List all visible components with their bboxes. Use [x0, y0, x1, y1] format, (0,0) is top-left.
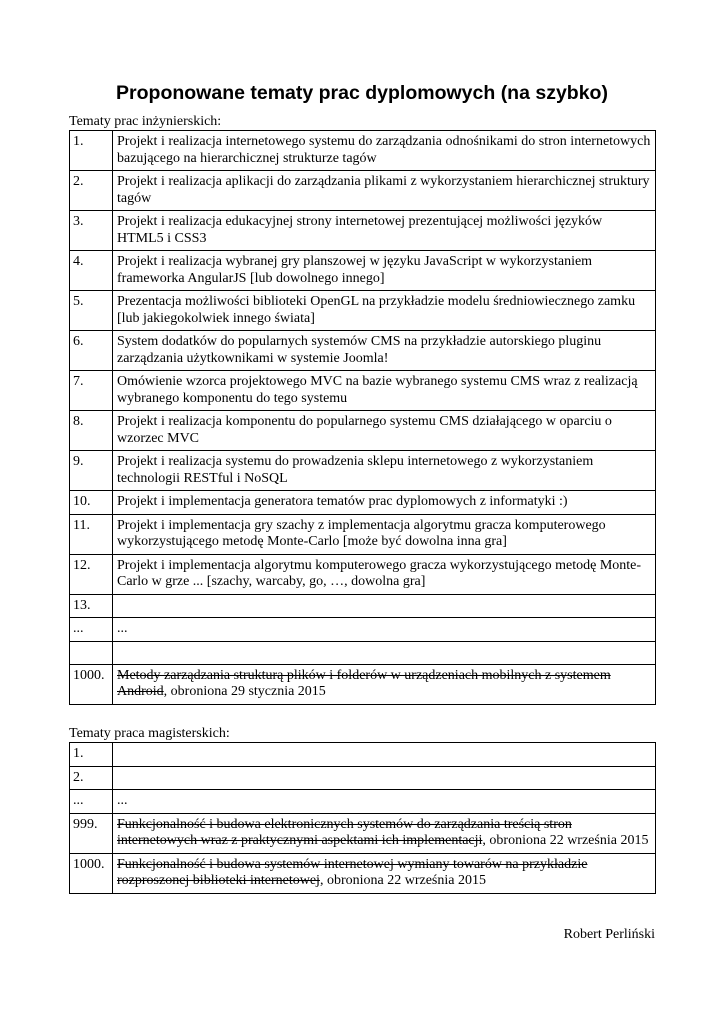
topic-title — [113, 853, 656, 893]
topic-title — [113, 641, 656, 664]
table-row — [70, 743, 656, 767]
topic-number: 4. — [70, 251, 113, 291]
topic-title: Projekt i realizacja wybranej gry planszowej w języku JavaScript w wykorzystaniem frameworka AngularJS [lub dowolnego innego] — [113, 251, 656, 291]
table-row — [70, 594, 656, 618]
table-row-defended — [70, 853, 656, 893]
topic-number: 999. — [70, 813, 113, 853]
topic-number: 9. — [70, 451, 113, 491]
table-row — [70, 618, 656, 642]
topic-title — [113, 594, 656, 618]
topic-title: Projekt i realizacja internetowego systemu do zarządzania odnośnikami do stron internetowych bazującego na hierarchicznej strukturze tagów — [113, 131, 656, 171]
defended-topic-title: Metody zarządzania strukturą plików i folderów w urządzeniach mobilnych z systemem Android — [117, 667, 611, 699]
topic-number: 1. — [70, 131, 113, 171]
topic-number: ... — [70, 790, 113, 814]
topic-title: Projekt i realizacja systemu do prowadzenia sklepu internetowego z wykorzystaniem technologii RESTful i NoSQL — [113, 451, 656, 491]
table-row — [70, 514, 656, 554]
table-row — [70, 766, 656, 790]
table-row — [70, 641, 656, 664]
topic-number: 2. — [70, 171, 113, 211]
topic-number: 1000. — [70, 853, 113, 893]
table-row — [70, 131, 656, 171]
topic-number: 1. — [70, 743, 113, 767]
table-row — [70, 291, 656, 331]
topic-number: 5. — [70, 291, 113, 331]
masters-topics-table — [69, 742, 656, 894]
table-row — [70, 790, 656, 814]
engineering-topics-table — [69, 130, 656, 705]
table-row — [70, 171, 656, 211]
engineering-section-label: Tematy prac inżynierskich: — [69, 114, 222, 129]
topic-title: Projekt i realizacja aplikacji do zarządzania plikami z wykorzystaniem hierarchicznej struktury tagów — [113, 171, 656, 211]
table-row — [70, 371, 656, 411]
defended-topic-title: Funkcjonalność i budowa elektronicznych systemów do zarządzania treścią stron internetowych wraz z praktycznymi aspektami ich implementacji — [117, 816, 572, 848]
table-row — [70, 411, 656, 451]
topic-title: Projekt i realizacja komponentu do popularnego systemu CMS działającego w oparciu o wzorzec MVC — [113, 411, 656, 451]
table-row — [70, 491, 656, 515]
page-title: Proponowane tematy prac dyplomowych (na szybko) — [116, 82, 608, 104]
topic-number: 8. — [70, 411, 113, 451]
topic-title — [113, 664, 656, 704]
topic-title: Projekt i implementacja generatora tematów prac dyplomowych z informatyki :) — [113, 491, 656, 515]
topic-number: 1000. — [70, 664, 113, 704]
table-row-defended — [70, 664, 656, 704]
topic-number: 6. — [70, 331, 113, 371]
masters-section-label: Tematy praca magisterskich: — [69, 726, 230, 741]
topic-number: 13. — [70, 594, 113, 618]
table-row-defended — [70, 813, 656, 853]
defended-topic-title: Funkcjonalność i budowa systemów internetowej wymiany towarów na przykładzie rozproszonej biblioteki internetowej — [117, 856, 588, 888]
topic-title: Omówienie wzorca projektowego MVC na bazie wybranego systemu CMS wraz z realizacją wybranego komponentu do tego systemu — [113, 371, 656, 411]
table-row — [70, 554, 656, 594]
topic-number: ... — [70, 618, 113, 642]
topic-title — [113, 766, 656, 790]
topic-number — [70, 641, 113, 664]
topic-title: ... — [113, 618, 656, 642]
author-signature: Robert Perliński — [563, 927, 655, 942]
topic-title: Prezentacja możliwości biblioteki OpenGL na przykładzie modelu średniowiecznego zamku [lub jakiegokolwiek innego świata] — [113, 291, 656, 331]
topic-number: 3. — [70, 211, 113, 251]
topic-title: ... — [113, 790, 656, 814]
table-row — [70, 451, 656, 491]
topic-number: 11. — [70, 514, 113, 554]
topic-number: 12. — [70, 554, 113, 594]
defense-note: , obroniona 29 stycznia 2015 — [163, 684, 326, 699]
topic-title: Projekt i realizacja edukacyjnej strony internetowej prezentującej możliwości języków HTML5 i CSS3 — [113, 211, 656, 251]
defense-note: , obroniona 22 września 2015 — [482, 833, 649, 848]
table-row — [70, 251, 656, 291]
topic-title: System dodatków do popularnych systemów CMS na przykładzie autorskiego pluginu zarządzania użytkownikami w systemie Joomla! — [113, 331, 656, 371]
defense-note: , obroniona 22 września 2015 — [319, 873, 486, 888]
topic-number: 2. — [70, 766, 113, 790]
topic-title: Projekt i implementacja algorytmu komputerowego gracza wykorzystującego metodę Monte-Carlo w grze ... [szachy, warcaby, go, …, dowolna gra] — [113, 554, 656, 594]
topic-number: 7. — [70, 371, 113, 411]
topic-number: 10. — [70, 491, 113, 515]
topic-title: Projekt i implementacja gry szachy z implementacja algorytmu gracza komputerowego wykorzystującego metodę Monte-Carlo [może być dowolna inna gra] — [113, 514, 656, 554]
table-row — [70, 331, 656, 371]
table-row — [70, 211, 656, 251]
topic-title — [113, 743, 656, 767]
topic-title — [113, 813, 656, 853]
